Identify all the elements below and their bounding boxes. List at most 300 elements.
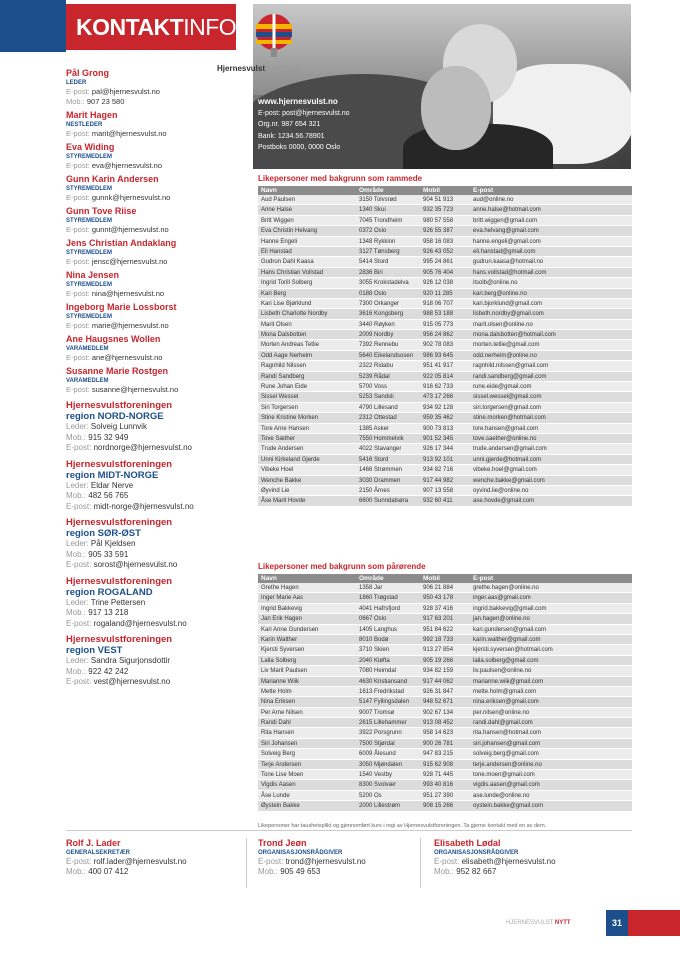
cell-name: Eli Hanstad: [261, 248, 292, 255]
cell-email[interactable]: kari.bjorklund@gmail.com: [473, 300, 543, 307]
cell-name: Rita Hansen: [261, 730, 295, 737]
cell-area: 7080 Heimdal: [359, 668, 397, 675]
board-member: [66, 366, 236, 395]
region-org: Hjernesvulstforeningen: [66, 400, 173, 411]
cell-mobile: 958 16 083: [423, 238, 454, 245]
cell-area: 1466 Strømmen: [359, 467, 403, 474]
table-row: [258, 465, 632, 475]
cell-email[interactable]: trude.andersen@gmail.com: [473, 446, 547, 453]
email-value[interactable]: jensc@hjernesvulst.no: [91, 257, 168, 266]
cell-area: 3050 Mjøndalen: [359, 761, 403, 768]
cell-area: 3922 Porsgrunn: [359, 730, 402, 737]
footer-red-tab: [628, 910, 680, 936]
region-leader: [66, 539, 236, 550]
cell-mobile: 926 17 344: [423, 446, 454, 453]
cell-email[interactable]: tone.moen@gmail.com: [473, 772, 535, 779]
cell-area: 3030 Drammen: [359, 477, 401, 484]
email-label: E-post:: [66, 560, 92, 569]
table-body: [258, 583, 632, 812]
cell-name: Marianne Wiik: [261, 678, 300, 685]
table-row: [258, 455, 632, 465]
cell-mobile: 915 62 908: [423, 761, 454, 768]
leader-value: Solveig Lunnvik: [90, 422, 147, 431]
cell-email[interactable]: hans.vollstad@hotmail.com: [473, 269, 547, 276]
cell-area: 0667 Oslo: [359, 616, 387, 623]
table-row: [258, 697, 632, 707]
cell-email[interactable]: anne.halse@hotmail.com: [473, 207, 541, 214]
cell-area: 7392 Rennebu: [359, 342, 399, 349]
table-row: [258, 728, 632, 738]
mobile-label: Mob.:: [66, 97, 85, 106]
email-value[interactable]: nina@hjernesvulst.no: [91, 289, 165, 298]
cell-area: 1348 Rykkinn: [359, 238, 396, 245]
contact-mobile: Mob.: 400 07 412: [66, 867, 129, 876]
mobile-value: 917 13 218: [88, 608, 129, 617]
cell-email[interactable]: inger.aas@gmail.com: [473, 595, 531, 602]
email-label: E-post:: [66, 161, 90, 170]
cell-name: Tove Sæther: [261, 435, 296, 442]
email-label: E-post:: [66, 618, 92, 628]
member-name: Eva Widing: [66, 142, 115, 152]
cell-email[interactable]: oyvind.lie@online.no: [473, 487, 529, 494]
email-value[interactable]: marit@hjernesvulst.no: [91, 129, 167, 138]
contact-card: [66, 838, 187, 877]
cell-name: Kari Anne Gundersen: [261, 626, 319, 633]
region-leader: [66, 598, 236, 609]
cell-area: 3616 Kongsberg: [359, 311, 404, 318]
cell-area: 0372 Oslo: [359, 228, 387, 235]
cell-area: 1358 Jar: [359, 585, 383, 591]
cell-email[interactable]: marianne.wiik@gmail.com: [473, 678, 544, 685]
table-row: [258, 718, 632, 728]
cell-mobile: 922 05 814: [423, 373, 454, 380]
email-label: E-post:: [66, 129, 90, 138]
mobile-label: Mob.:: [66, 608, 87, 617]
column-header: Navn: [261, 575, 277, 582]
table-row: [258, 424, 632, 434]
cell-email[interactable]: tove.saether@online.no: [473, 435, 537, 442]
member-title: VARAMEDLEM: [66, 346, 109, 352]
table-row: [258, 760, 632, 770]
cell-name: Hanne Engeli: [261, 238, 298, 245]
cell-name: Laila Solberg: [261, 657, 297, 664]
cell-mobile: 915 05 773: [423, 321, 454, 328]
cell-area: 5414 Stord: [359, 259, 389, 266]
cell-email[interactable]: kari.berg@online.no: [473, 290, 527, 297]
table-header: [258, 186, 632, 195]
cell-area: 2150 Årnes: [359, 487, 390, 494]
table-row: [258, 486, 632, 496]
cell-area: 2009 Nordby: [359, 332, 394, 339]
cell-area: 5147 Fyllingsdalen: [359, 699, 410, 706]
cell-name: Wenche Bakke: [261, 477, 302, 484]
member-email: [66, 129, 236, 139]
contact-title: ORGANISASJONSRÅDGIVER: [434, 850, 519, 856]
cell-name: Tore Arne Hansen: [261, 425, 310, 432]
cell-email[interactable]: vibeke.hoel@gmail.com: [473, 467, 537, 474]
cell-email[interactable]: unni.gjerde@hotmail.com: [473, 456, 542, 463]
cell-email[interactable]: ase.lunde@online.no: [473, 792, 530, 799]
cell-mobile: 913 27 854: [423, 647, 454, 654]
email-value[interactable]: nordnorge@hjernesvulst.no: [93, 443, 192, 452]
cell-mobile: 918 06 707: [423, 300, 454, 307]
region-leader: [66, 481, 236, 492]
email-label: E-post:: [66, 321, 90, 330]
leader-label: Leder:: [66, 539, 89, 548]
cell-area: 3127 Tønsberg: [359, 248, 400, 255]
cell-email[interactable]: siri.torgersen@gmail.com: [473, 404, 542, 411]
cell-email[interactable]: hanne.engeli@gmail.com: [473, 238, 541, 245]
cell-email[interactable]: rune.eide@gmail.com: [473, 384, 532, 391]
table-row: [258, 237, 632, 247]
email-label: E-post:: [66, 501, 92, 511]
cell-area: 8010 Bodø: [359, 636, 389, 643]
email-value[interactable]: gunnt@hjernesvulst.no: [91, 225, 169, 234]
cell-mobile: 932 60 411: [423, 498, 453, 505]
cell-name: Karin Walther: [261, 636, 298, 643]
region-leader: [66, 422, 236, 433]
email-value[interactable]: gunnk@hjernesvulst.no: [91, 193, 171, 202]
cell-name: Nina Eriksen: [261, 699, 296, 706]
member-email: [66, 257, 236, 267]
cell-email[interactable]: aud@online.no: [473, 197, 514, 203]
cell-mobile: 932 35 723: [423, 207, 454, 214]
cell-mobile: 901 52 345: [423, 435, 454, 442]
cell-name: Tone Lise Moen: [261, 772, 304, 779]
table-row: [258, 309, 632, 319]
contact-title: GENERALSEKRETÆR: [66, 850, 131, 856]
cell-email[interactable]: randi.dahl@gmail.com: [473, 720, 533, 727]
header-blue-block: [0, 0, 66, 52]
cell-email[interactable]: mette.holm@gmail.com: [473, 688, 537, 695]
table1-title: Likepersoner med bakgrunn som rammede: [258, 174, 423, 183]
region-mobile: [66, 608, 236, 619]
cell-mobile: 988 53 188: [423, 311, 454, 318]
email-value[interactable]: ane@hjernesvulst.no: [91, 353, 163, 362]
cell-area: 5253 Sandsli: [359, 394, 394, 401]
divider: [420, 838, 421, 888]
email-value[interactable]: vest@hjernesvulst.no: [93, 677, 171, 686]
cell-mobile: 993 40 816: [423, 782, 454, 789]
cell-mobile: 902 67 134: [423, 709, 454, 716]
cell-area: 2322 Ridabu: [359, 363, 394, 370]
cell-area: 2000 Lillestrøm: [359, 803, 401, 810]
column-header: E-post: [473, 187, 494, 194]
cell-email[interactable]: siri.johansen@gmail.com: [473, 740, 541, 747]
contact-name: Rolf J. Lader: [66, 838, 121, 848]
cell-email[interactable]: randi.sandberg@gmail.com: [473, 373, 547, 380]
cell-email[interactable]: ase.hovde@gmail.com: [473, 498, 535, 505]
table-row: [258, 635, 632, 645]
table-row: [258, 791, 632, 801]
region-name: region ROGALAND: [66, 586, 153, 598]
cell-name: Vibeke Hoel: [261, 467, 294, 474]
cell-area: 1340 Skui: [359, 207, 386, 214]
table-row: [258, 687, 632, 697]
table-row: [258, 434, 632, 444]
contact-email: E-post: elisabeth@hjernesvulst.no: [434, 857, 556, 866]
member-name: Jens Christian Andaklang: [66, 238, 177, 248]
contact-email: E-post: trond@hjernesvulst.no: [258, 857, 366, 866]
cell-mobile: 951 41 917: [423, 363, 454, 370]
cell-area: 7500 Stjørdal: [359, 740, 395, 747]
member-title: STYREMEDLEM: [66, 186, 113, 192]
cell-name: Siri Johansen: [261, 740, 298, 747]
table-row: [258, 289, 632, 299]
cell-area: 3440 Røyken: [359, 321, 395, 328]
leader-value: Sandra Sigurjonsdottir: [90, 656, 171, 665]
cell-name: Per Arne Nilsen: [261, 709, 303, 716]
member-title: STYREMEDLEM: [66, 282, 113, 288]
leader-label: Leder:: [66, 656, 89, 665]
cell-name: Jan Erik Hagen: [261, 616, 303, 623]
mobile-value: 907 23 580: [86, 97, 125, 106]
cell-name: Kari Berg: [261, 290, 287, 297]
email-value[interactable]: eva@hjernesvulst.no: [91, 161, 163, 170]
table1: [258, 186, 632, 507]
table-row: [258, 257, 632, 267]
board-member: [66, 142, 236, 171]
cell-email[interactable]: britt.wiggen@gmail.com: [473, 217, 538, 224]
region-mobile: [66, 433, 236, 444]
member-title: LEDER: [66, 80, 87, 86]
region-mobile: [66, 667, 236, 678]
member-title: STYREMEDLEM: [66, 314, 113, 320]
cell-email[interactable]: rita.hansen@hotmail.com: [473, 730, 542, 737]
contact-mobile: Mob.: 905 49 653: [258, 867, 321, 876]
email-value[interactable]: marie@hjernesvulst.no: [91, 321, 169, 330]
email-value[interactable]: susanne@hjernesvulst.no: [91, 385, 179, 394]
cell-area: 6600 Sunndalsøra: [359, 498, 409, 505]
table-row: [258, 320, 632, 330]
cell-email[interactable]: laila.solberg@gmail.com: [473, 657, 539, 664]
cell-mobile: 917 63 201: [423, 616, 454, 623]
table-row: [258, 645, 632, 655]
cell-email[interactable]: karin.walther@gmail.com: [473, 636, 541, 643]
cell-email[interactable]: vigdis.aasen@gmail.com: [473, 782, 540, 789]
cell-mobile: 913 92 101: [423, 456, 454, 463]
cell-email[interactable]: kari.gundersen@gmail.com: [473, 626, 547, 633]
cell-area: 2312 Ottestad: [359, 415, 397, 422]
cell-area: 8300 Svolvær: [359, 782, 397, 789]
cell-area: 0188 Oslo: [359, 290, 387, 297]
cell-mobile: 907 13 558: [423, 487, 454, 494]
email-value[interactable]: midt-norge@hjernesvulst.no: [93, 501, 194, 511]
region-name: region NORD-NORGE: [66, 411, 164, 422]
cell-mobile: 934 82 159: [423, 668, 454, 675]
board-member: [66, 334, 236, 363]
cell-name: Odd Aage Nerheim: [261, 352, 313, 359]
member-name: Pål Grong: [66, 68, 110, 78]
cell-email[interactable]: sissel.wessel@gmail.com: [473, 394, 542, 401]
cell-name: Mona Dalsbotten: [261, 332, 307, 339]
cell-name: Anne Halse: [261, 207, 293, 214]
column-header: Område: [359, 187, 384, 194]
table-row: [258, 340, 632, 350]
cell-name: Liv Marit Paulsen: [261, 668, 308, 675]
table-header: [258, 574, 632, 583]
member-email: [66, 289, 236, 299]
cell-mobile: 951 84 622: [423, 626, 454, 633]
cell-mobile: 956 24 862: [423, 332, 454, 339]
cell-email[interactable]: mona.dalsbotten@hotmail.com: [473, 332, 556, 339]
region-name: region VEST: [66, 645, 123, 656]
table-row: [258, 708, 632, 718]
cell-area: 1405 Langhus: [359, 626, 398, 633]
cell-name: Inger Marie Aas: [261, 595, 304, 602]
office-line: Postboks 0000, 0000 Oslo: [258, 144, 341, 151]
cell-email[interactable]: oystein.bakke@gmail.com: [473, 803, 544, 810]
table2: [258, 574, 632, 812]
cell-area: 3710 Skien: [359, 647, 390, 654]
cell-name: Aud Paulsen: [261, 197, 296, 203]
cell-email[interactable]: odd.nerheim@online.no: [473, 352, 537, 359]
cell-name: Kjersti Syversen: [261, 647, 305, 654]
cell-area: 5416 Stord: [359, 456, 389, 463]
cell-area: 5239 Rådal: [359, 373, 390, 380]
member-title: VARAMEDLEM: [66, 378, 109, 384]
cell-area: 7045 Trondheim: [359, 217, 403, 224]
cell-name: Eva Christin Helvang: [261, 228, 318, 235]
cell-area: 3150 Tolvsrød: [359, 197, 397, 203]
leader-value: Pål Kjeldsen: [90, 539, 136, 548]
member-email: [66, 225, 236, 235]
cell-name: Hans Christian Vollstad: [261, 269, 324, 276]
cell-area: 1860 Trøgstad: [359, 595, 398, 602]
table-row: [258, 614, 632, 624]
board-member: [66, 110, 236, 139]
cell-email[interactable]: kjersti.syversen@hotmail.com: [473, 647, 553, 654]
member-title: STYREMEDLEM: [66, 250, 113, 256]
cell-email[interactable]: eva.helvang@gmail.com: [473, 228, 539, 235]
cell-email[interactable]: eli.hanstad@gmail.com: [473, 248, 536, 255]
cell-email[interactable]: marit.olsen@online.no: [473, 321, 533, 328]
cell-mobile: 917 44 982: [423, 477, 454, 484]
cell-name: Grethe Hagen: [261, 585, 299, 591]
cell-email[interactable]: lisbeth.nordby@gmail.com: [473, 311, 544, 318]
cell-email[interactable]: stine.morken@hotmail.com: [473, 415, 546, 422]
region-leader: [66, 656, 236, 667]
table-row: [258, 583, 632, 593]
column-header: Mobil: [423, 187, 440, 194]
email-label: E-post:: [66, 677, 92, 686]
member-name: Susanne Marie Rostgen: [66, 366, 169, 376]
cell-email[interactable]: nina.eriksen@gmail.com: [473, 699, 539, 706]
divider: [246, 838, 247, 888]
leader-value: Trine Pettersen: [90, 597, 146, 607]
email-value[interactable]: pal@hjernesvulst.no: [91, 87, 160, 96]
cell-email[interactable]: liv.paulsen@online.no: [473, 668, 532, 675]
brain-logo-icon: [254, 12, 294, 58]
email-value[interactable]: sorost@hjernesvulst.no: [93, 560, 178, 569]
board-member: [66, 174, 236, 203]
region-email: [66, 560, 236, 571]
cell-area: 5200 Os: [359, 792, 382, 799]
cell-email[interactable]: jan.hagen@online.no: [473, 616, 530, 623]
cell-mobile: 902 78 083: [423, 342, 454, 349]
cell-area: 7300 Orkanger: [359, 300, 400, 307]
cell-mobile: 951 27 390: [423, 792, 454, 799]
mobile-value: 915 32 949: [88, 432, 129, 442]
region-org: Hjernesvulstforeningen: [66, 458, 173, 470]
region-contact: [66, 400, 236, 454]
cell-email[interactable]: morten.tetlie@gmail.com: [473, 342, 540, 349]
table-row: [258, 666, 632, 676]
contact-mobile: Mob.: 952 82 667: [434, 867, 497, 876]
column-header: Navn: [261, 187, 277, 194]
email-label: E-post:: [66, 257, 90, 266]
cell-email[interactable]: wenche.bakke@gmail.com: [473, 477, 545, 484]
region-email: [66, 502, 236, 513]
region-name: region MIDT-NORGE: [66, 469, 159, 481]
cell-mobile: 917 44 062: [423, 678, 454, 685]
board-member: [66, 302, 236, 331]
email-value[interactable]: rogaland@hjernesvulst.no: [93, 618, 187, 628]
cell-name: Øystein Bakke: [261, 803, 300, 810]
cell-mobile: 986 93 645: [423, 352, 454, 359]
cell-name: Øyvind Lie: [261, 487, 290, 494]
cell-name: Lisbeth Charlotte Nordby: [261, 311, 328, 318]
table-row: [258, 739, 632, 749]
cell-mobile: 926 31 847: [423, 688, 454, 695]
cell-email[interactable]: gudrun.kaasa@hotmail.no: [473, 259, 544, 266]
cell-mobile: 920 11 285: [423, 290, 453, 297]
cell-email[interactable]: solveig.berg@gmail.com: [473, 751, 539, 758]
cell-mobile: 916 62 733: [423, 384, 454, 391]
member-email: [66, 161, 236, 171]
table-row: [258, 330, 632, 340]
cell-area: 4022 Stavanger: [359, 446, 402, 453]
cell-area: 1385 Asker: [359, 425, 390, 432]
region-email: [66, 677, 236, 688]
table-row: [258, 496, 632, 506]
contact-email: E-post: rolf.lader@hjernesvulst.no: [66, 857, 187, 866]
cell-email[interactable]: ingrid.bakkevig@gmail.com: [473, 605, 547, 612]
contact-name: Trond Jeøn: [258, 838, 307, 848]
cell-name: Kari Lise Bjørklund: [261, 300, 312, 307]
member-email: [66, 385, 236, 395]
table-row: [258, 278, 632, 288]
table-row: [258, 677, 632, 687]
cell-area: 2836 Biri: [359, 269, 383, 276]
page-title: KONTAKTINFO: [66, 4, 236, 50]
cell-email[interactable]: itsolb@online.no: [473, 280, 518, 287]
cell-email[interactable]: grethe.hagen@online.no: [473, 585, 539, 591]
cell-name: Ingrid Torill Solberg: [261, 280, 313, 287]
cell-email[interactable]: terje.andersen@online.no: [473, 761, 542, 768]
column-header: E-post: [473, 575, 494, 582]
region-org: Hjernesvulstforeningen: [66, 517, 173, 528]
page-number: 31: [606, 910, 628, 936]
cell-area: 1613 Fredrikstad: [359, 688, 405, 695]
cell-area: 4041 Hafrsfjord: [359, 605, 401, 612]
board-member: [66, 270, 236, 299]
cell-area: 2615 Lillehammer: [359, 720, 407, 727]
cell-email[interactable]: ragnhild.nilssen@gmail.com: [473, 363, 549, 370]
cell-email[interactable]: tore.hansen@gmail.com: [473, 425, 539, 432]
table-row: [258, 749, 632, 759]
cell-mobile: 959 35 462: [423, 415, 454, 422]
cell-email[interactable]: per.nilsen@online.no: [473, 709, 530, 716]
table2-title: Likepersoner med bakgrunn som pårørende: [258, 562, 426, 571]
mobile-label: Mob.:: [66, 491, 87, 500]
cell-area: 7550 Hommelvik: [359, 435, 404, 442]
cell-name: Britt Wiggen: [261, 217, 294, 224]
region-org: Hjernesvulstforeningen: [66, 634, 173, 645]
table-row: [258, 801, 632, 811]
cell-name: Marit Olsen: [261, 321, 292, 328]
table-body: [258, 195, 632, 507]
